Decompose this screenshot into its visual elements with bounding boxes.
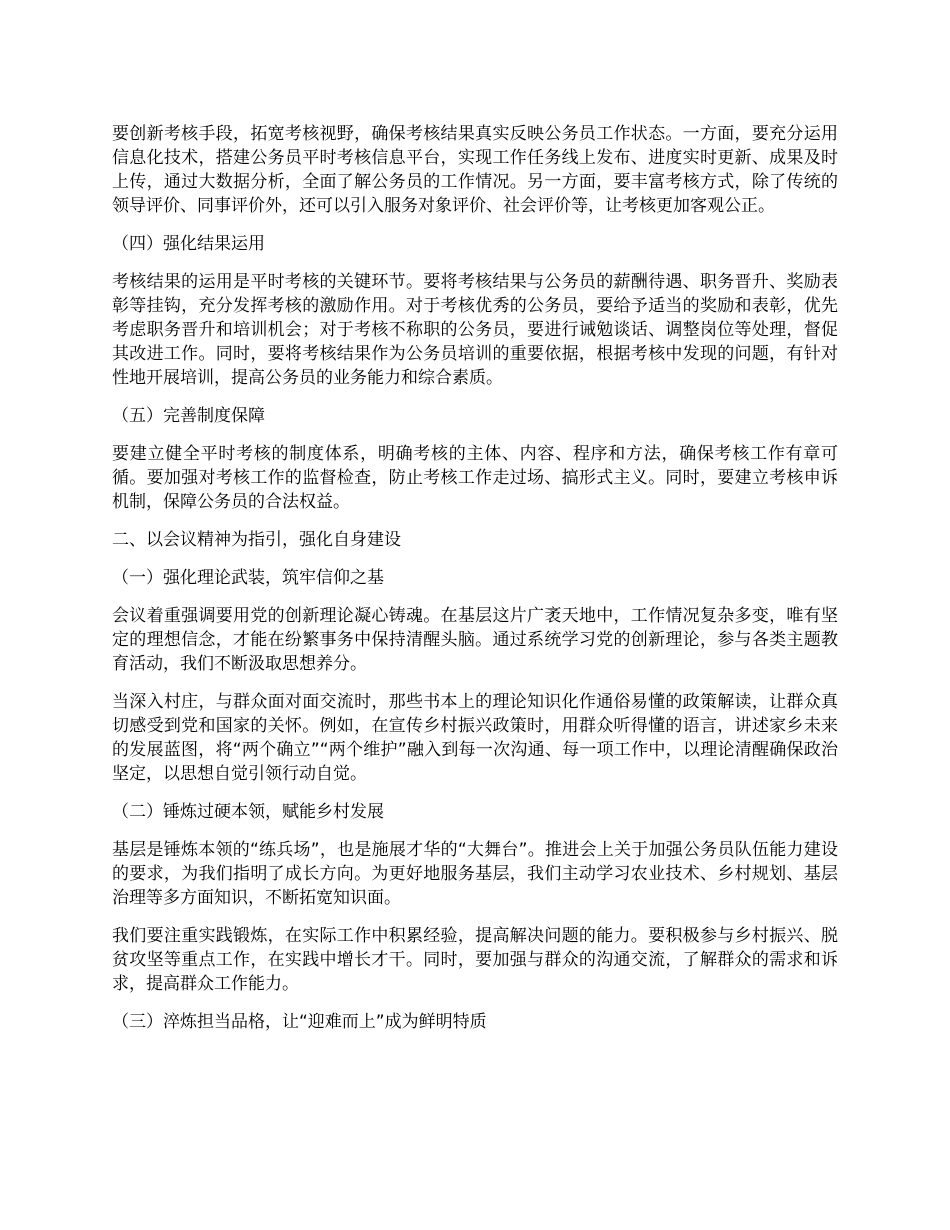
section-heading-1-theory: （一）强化理论武装，筑牢信仰之基: [112, 568, 384, 588]
paragraph-theory-practice: 当深入村庄，与群众面对面交流时，那些书本上的理论知识化作通俗易懂的政策解读，让群众真切感受到党和国家的关怀。例如，在宣传乡村振兴政策时，用群众听得懂的语言，讲述家乡未来的发展蓝图，将“两个确立”“两个维护”融入到每一次沟通、每一项工作中，以理论清醒确保政治坚定，以思想自觉引领行动自觉。: [112, 692, 838, 784]
chapter-heading-2-self-building: 二、以会议精神为指引，强化自身建设: [112, 530, 401, 550]
paragraph-system-guarantee: 要建立健全平时考核的制度体系，明确考核的主体、内容、程序和方法，确保考核工作有章可循。要加强对考核工作的监督检查，防止考核工作走过场、搞形式主义。同时，要建立考核申诉机制，保障公务员的合法权益。: [112, 444, 838, 512]
paragraph-theory-study: 会议着重强调要用党的创新理论凝心铸魂。在基层这片广袤天地中，工作情况复杂多变，唯有坚定的理想信念，才能在纷繁事务中保持清醒头脑。通过系统学习党的创新理论，参与各类主题教育活动，我们不断汲取思想养分。: [112, 606, 838, 674]
section-heading-5-system-guarantee: （五）完善制度保障: [112, 406, 265, 426]
paragraph-skills-learning: 基层是锤炼本领的“练兵场”，也是施展才华的“大舞台”。推进会上关于加强公务员队伍能力建设的要求，为我们指明了成长方向。为更好地服务基层，我们主动学习农业技术、乡村规划、基层治理等多方面知识，不断拓宽知识面。: [112, 840, 838, 908]
section-heading-3-responsibility: （三）淬炼担当品格，让“迎难而上”成为鲜明特质: [112, 1012, 487, 1032]
paragraph-skills-practice: 我们要注重实践锻炼，在实际工作中积累经验，提高解决问题的能力。要积极参与乡村振兴、脱贫攻坚等重点工作，在实践中增长才干。同时，要加强与群众的沟通交流，了解群众的需求和诉求，提高群众工作能力。: [112, 926, 838, 994]
section-heading-2-skills: （二）锤炼过硬本领，赋能乡村发展: [112, 802, 384, 822]
paragraph-result-use: 考核结果的运用是平时考核的关键环节。要将考核结果与公务员的薪酬待遇、职务晋升、奖励表彰等挂钩，充分发挥考核的激励作用。对于考核优秀的公务员，要给予适当的奖励和表彰，优先考虑职务晋升和培训机会；对于考核不称职的公务员，要进行诫勉谈话、调整岗位等处理，督促其改进工作。同时，要将考核结果作为公务员培训的重要依据，根据考核中发现的问题，有针对性地开展培训，提高公务员的业务能力和综合素质。: [112, 272, 838, 388]
paragraph-assessment-methods: 要创新考核手段，拓宽考核视野，确保考核结果真实反映公务员工作状态。一方面，要充分运用信息化技术，搭建公务员平时考核信息平台，实现工作任务线上发布、进度实时更新、成果及时上传，通过大数据分析，全面了解公务员的工作情况。另一方面，要丰富考核方式，除了传统的领导评价、同事评价外，还可以引入服务对象评价、社会评价等，让考核更加客观公正。: [112, 124, 838, 216]
section-heading-4-result-use: （四）强化结果运用: [112, 234, 265, 254]
